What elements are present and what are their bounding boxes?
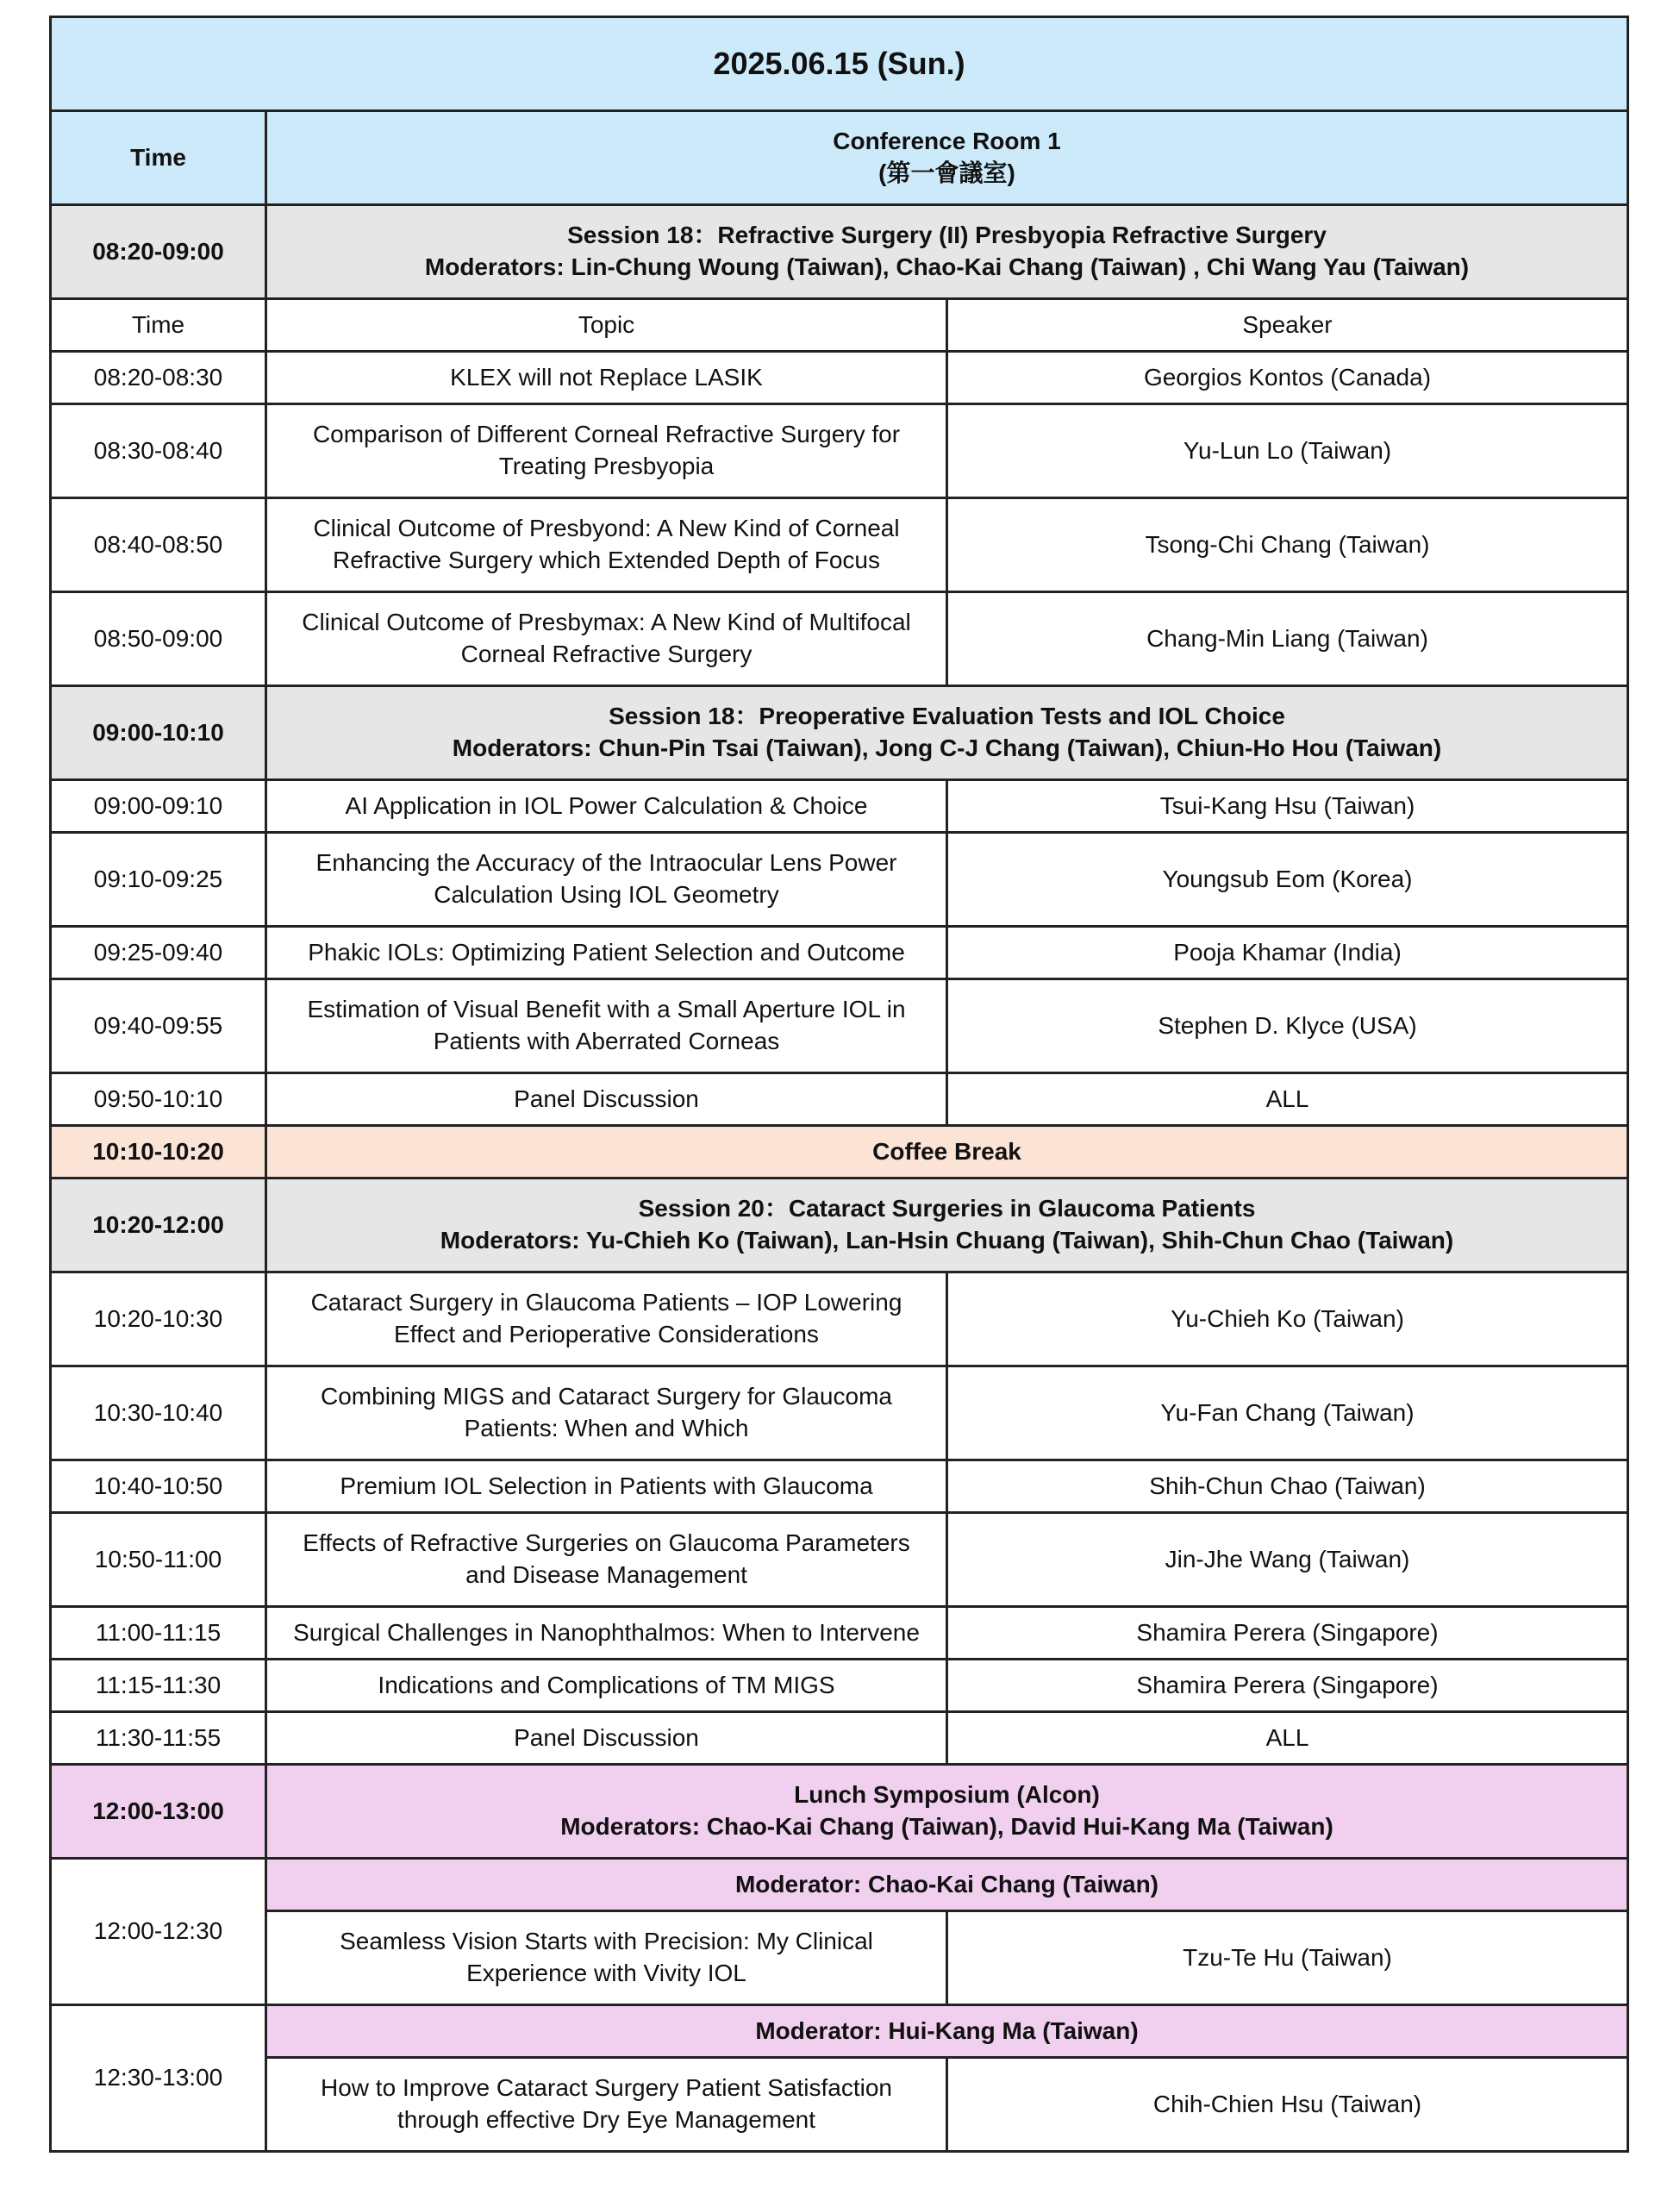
talk-topic — [266, 1911, 947, 2005]
talk-time: 09:40-09:55 — [51, 979, 266, 1073]
talk-speaker: Pooja Khamar (India) — [947, 927, 1628, 979]
talk-time: 08:30-08:40 — [51, 404, 266, 498]
session-header-row — [51, 686, 1628, 780]
talk-time: 09:10-09:25 — [51, 833, 266, 927]
table-row — [51, 592, 1628, 686]
room-name: Conference Room 1 — [833, 128, 1061, 155]
topic-line: Refractive Surgery which Extended Depth of Focus — [333, 547, 880, 573]
table-row — [51, 1911, 1628, 2005]
session-header-row — [51, 1765, 1628, 1859]
talk-speaker: Yu-Fan Chang (Taiwan) — [947, 1366, 1628, 1460]
topic-line: Phakic IOLs: Optimizing Patient Selection and Outcome — [308, 938, 905, 966]
talk-time: 10:40-10:50 — [51, 1460, 266, 1513]
talk-speaker: Youngsub Eom (Korea) — [947, 833, 1628, 927]
topic-line: Indications and Complications of TM MIGS — [378, 1671, 835, 1698]
talk-topic — [266, 927, 947, 979]
talk-time: 10:30-10:40 — [51, 1366, 266, 1460]
talk-speaker: Jin-Jhe Wang (Taiwan) — [947, 1513, 1628, 1607]
topic-line: Combining MIGS and Cataract Surgery for Glaucoma — [321, 1383, 892, 1410]
talk-speaker: Georgios Kontos (Canada) — [947, 352, 1628, 404]
talk-speaker: Stephen D. Klyce (USA) — [947, 979, 1628, 1073]
talk-topic — [266, 1607, 947, 1660]
session-header — [266, 686, 1628, 780]
talk-speaker: Chih-Chien Hsu (Taiwan) — [947, 2058, 1628, 2152]
talk-topic — [266, 1460, 947, 1513]
topic-line: Surgical Challenges in Nanophthalmos: When to Intervene — [293, 1618, 920, 1646]
talk-speaker: Tsui-Kang Hsu (Taiwan) — [947, 780, 1628, 833]
topic-line: How to Improve Cataract Surgery Patient Satisfaction — [321, 2074, 892, 2102]
talk-time: 12:00-12:30 — [51, 1859, 266, 2005]
talk-topic — [266, 833, 947, 927]
talk-time: 11:15-11:30 — [51, 1660, 266, 1712]
talk-time: 09:50-10:10 — [51, 1073, 266, 1126]
topic-line: Premium IOL Selection in Patients with Glaucoma — [340, 1472, 873, 1499]
column-header-speaker: Speaker — [947, 299, 1628, 352]
talk-speaker: Yu-Lun Lo (Taiwan) — [947, 404, 1628, 498]
break-row — [51, 1126, 1628, 1179]
topic-line: Treating Presbyopia — [498, 453, 715, 479]
column-header-topic: Topic — [266, 299, 947, 352]
talk-time: 08:20-08:30 — [51, 352, 266, 404]
session-header-row — [51, 1179, 1628, 1272]
talk-time: 08:40-08:50 — [51, 498, 266, 592]
topic-line: Panel Discussion — [514, 1723, 699, 1751]
talk-time: 08:50-09:00 — [51, 592, 266, 686]
topic-line: AI Application in IOL Power Calculation & Choice — [345, 791, 868, 819]
topic-line: KLEX will not Replace LASIK — [450, 363, 763, 391]
talk-topic — [266, 404, 947, 498]
table-row — [51, 1366, 1628, 1460]
table-row — [51, 1460, 1628, 1513]
page-title: 2025.06.15 (Sun.) — [51, 17, 1628, 111]
session-moderators: Moderators: Lin-Chung Woung (Taiwan), Chao-Kai Chang (Taiwan) , Chi Wang Yau (Taiwan) — [424, 253, 1470, 280]
talk-time: 09:00-09:10 — [51, 780, 266, 833]
time-column-header: Time — [51, 111, 266, 205]
session-time: 10:20-12:00 — [51, 1179, 266, 1272]
talk-topic — [266, 1660, 947, 1712]
talk-time: 12:30-13:00 — [51, 2005, 266, 2152]
table-row — [51, 1660, 1628, 1712]
talk-time: 10:20-10:30 — [51, 1272, 266, 1366]
session-title: Session 20：Cataract Surgeries in Glaucoma Patients — [638, 1195, 1256, 1222]
topic-line: Seamless Vision Starts with Precision: My Clinical — [340, 1928, 873, 1955]
session-header — [266, 1179, 1628, 1272]
topic-line: Patients: When and Which — [464, 1415, 749, 1441]
topic-line: Cataract Surgery in Glaucoma Patients – IOP Lowering — [310, 1289, 902, 1316]
talk-speaker: Tzu-Te Hu (Taiwan) — [947, 1911, 1628, 2005]
lunch-moderator-row — [51, 2005, 1628, 2058]
session-title: Session 18：Preoperative Evaluation Tests and IOL Choice — [609, 703, 1285, 730]
talk-topic — [266, 1073, 947, 1126]
talk-time: 10:50-11:00 — [51, 1513, 266, 1607]
topic-line: Clinical Outcome of Presbymax: A New Kind of Multifocal — [302, 609, 911, 636]
talk-time: 09:25-09:40 — [51, 927, 266, 979]
talk-speaker: Shih-Chun Chao (Taiwan) — [947, 1460, 1628, 1513]
room-name-chinese: (第一會議室) — [878, 159, 1015, 186]
session-moderators: Moderators: Chun-Pin Tsai (Taiwan), Jong C-J Chang (Taiwan), Chiun-Ho Hou (Taiwan) — [452, 735, 1442, 761]
table-row — [51, 352, 1628, 404]
session-header — [266, 205, 1628, 299]
table-row — [51, 1073, 1628, 1126]
talk-speaker: Tsong-Chi Chang (Taiwan) — [947, 498, 1628, 592]
lunch-moderator-row — [51, 1859, 1628, 1911]
talk-speaker: ALL — [947, 1073, 1628, 1126]
table-row — [51, 979, 1628, 1073]
table-row — [51, 833, 1628, 927]
break-label: Coffee Break — [266, 1126, 1628, 1179]
talk-topic — [266, 1513, 947, 1607]
talk-topic — [266, 498, 947, 592]
session-title: Session 18：Refractive Surgery (II) Presbyopia Refractive Surgery — [567, 222, 1327, 249]
talk-topic — [266, 780, 947, 833]
column-header-time: Time — [51, 299, 266, 352]
schedule-table — [49, 16, 1629, 2153]
topic-line: and Disease Management — [465, 1561, 747, 1588]
table-row — [51, 927, 1628, 979]
talk-speaker: Shamira Perera (Singapore) — [947, 1607, 1628, 1660]
table-row — [51, 780, 1628, 833]
topic-line: Corneal Refractive Surgery — [460, 641, 753, 667]
talk-speaker: Chang-Min Liang (Taiwan) — [947, 592, 1628, 686]
topic-line: through effective Dry Eye Management — [397, 2106, 816, 2133]
table-row — [51, 498, 1628, 592]
lunch-moderator: Moderator: Chao-Kai Chang (Taiwan) — [266, 1859, 1628, 1911]
table-row — [51, 1513, 1628, 1607]
topic-line: Calculation Using IOL Geometry — [434, 881, 779, 908]
topic-line: Comparison of Different Corneal Refractive Surgery for — [312, 421, 901, 448]
room-header — [266, 111, 1628, 205]
talk-topic — [266, 352, 947, 404]
session-time: 12:00-13:00 — [51, 1765, 266, 1859]
topic-line: Patients with Aberrated Corneas — [433, 1028, 780, 1054]
talk-speaker: Yu-Chieh Ko (Taiwan) — [947, 1272, 1628, 1366]
table-row — [51, 404, 1628, 498]
topic-line: Effects of Refractive Surgeries on Glaucoma Parameters — [303, 1529, 910, 1557]
talk-topic — [266, 2058, 947, 2152]
talk-time: 11:30-11:55 — [51, 1712, 266, 1765]
table-row — [51, 1272, 1628, 1366]
topic-line: Clinical Outcome of Presbyond: A New Kind of Corneal — [313, 515, 900, 542]
topic-line: Enhancing the Accuracy of the Intraocular Lens Power — [315, 849, 897, 877]
talk-topic — [266, 592, 947, 686]
topic-line: Effect and Perioperative Considerations — [394, 1321, 819, 1347]
table-row — [51, 1712, 1628, 1765]
talk-speaker: ALL — [947, 1712, 1628, 1765]
session-time: 09:00-10:10 — [51, 686, 266, 780]
talk-topic — [266, 1366, 947, 1460]
lunch-moderator: Moderator: Hui-Kang Ma (Taiwan) — [266, 2005, 1628, 2058]
talk-time: 11:00-11:15 — [51, 1607, 266, 1660]
session-header — [266, 1765, 1628, 1859]
talk-topic — [266, 979, 947, 1073]
session-title: Lunch Symposium (Alcon) — [794, 1781, 1100, 1809]
topic-line: Experience with Vivity IOL — [466, 1960, 746, 1986]
talk-topic — [266, 1712, 947, 1765]
topic-line: Estimation of Visual Benefit with a Small Aperture IOL in — [307, 996, 906, 1023]
session-moderators: Moderators: Chao-Kai Chang (Taiwan), David Hui-Kang Ma (Taiwan) — [560, 1813, 1333, 1840]
session-moderators: Moderators: Yu-Chieh Ko (Taiwan), Lan-Hsin Chuang (Taiwan), Shih-Chun Chao (Taiwan) — [440, 1227, 1454, 1254]
table-row — [51, 2058, 1628, 2152]
table-row — [51, 1607, 1628, 1660]
talk-speaker: Shamira Perera (Singapore) — [947, 1660, 1628, 1712]
topic-line: Panel Discussion — [514, 1085, 699, 1112]
talk-topic — [266, 1272, 947, 1366]
break-time: 10:10-10:20 — [51, 1126, 266, 1179]
session-time: 08:20-09:00 — [51, 205, 266, 299]
